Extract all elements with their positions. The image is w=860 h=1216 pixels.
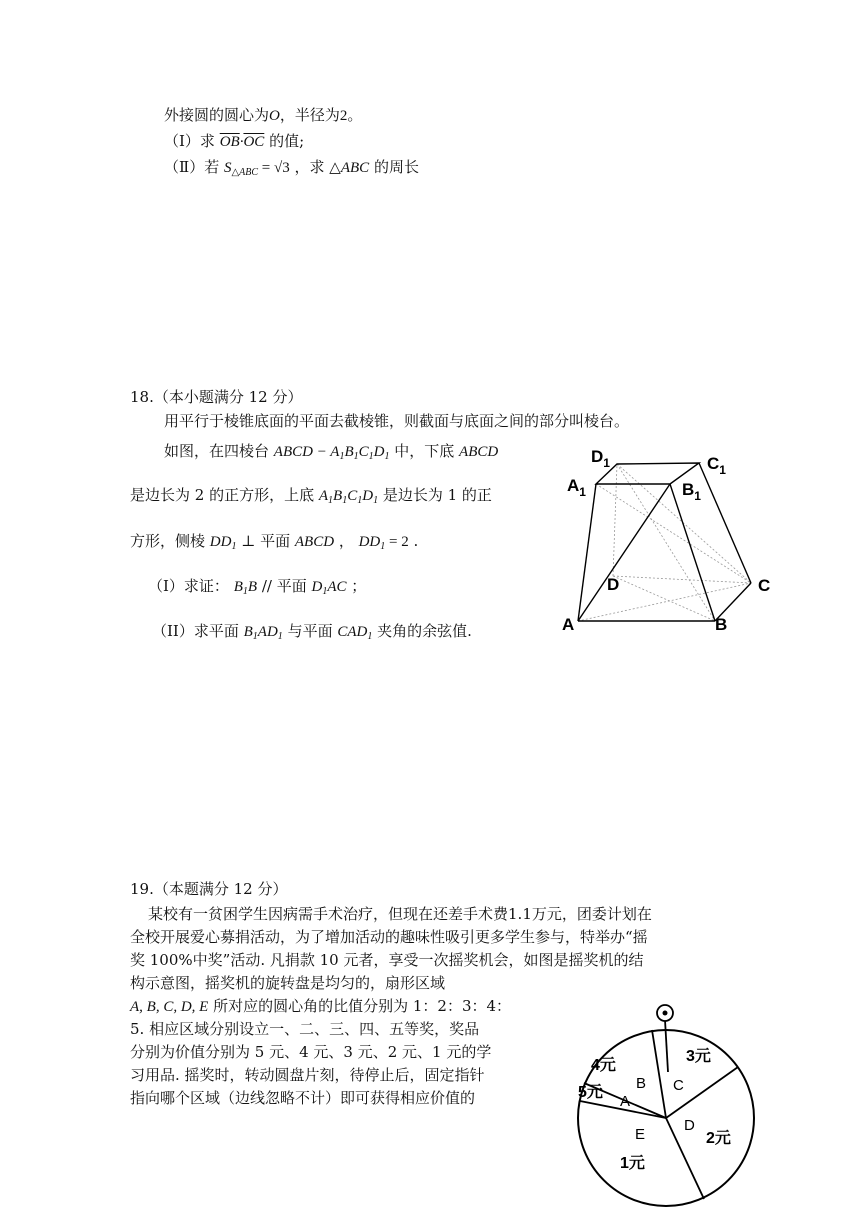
- region-B: B: [636, 1075, 647, 1092]
- q19-line4: 构示意图，摇奖机的旋转盘是均匀的，扇形区域: [130, 974, 446, 992]
- q19-header: 19.（本题满分 12 分）: [130, 880, 288, 898]
- prize-label-B: 4元: [591, 1057, 616, 1074]
- q18-intro: 用平行于棱锥底面的平面去截棱锥，则截面与底面之间的部分叫棱台。: [164, 412, 630, 430]
- label-A: A: [562, 615, 575, 634]
- q18-part2: （II）求平面 $B_1AD_1$ 与平面 $CAD_1$ 夹角的余弦值.: [152, 622, 472, 642]
- label-C1: $C_1$: [707, 454, 726, 477]
- label-D1: $D_1$: [591, 447, 610, 470]
- q19-line3: 奖 100%中奖”活动. 凡捐款 10 元者，享受一次摇奖机会，如图是摇奖机的结: [130, 951, 644, 969]
- q19-line6: 5. 相应区域分别设立一、二、三、四、五等奖，奖品: [130, 1020, 480, 1038]
- q18-header: 18.（本小题满分 12 分）: [130, 388, 303, 406]
- prize-label-C: 3元: [686, 1048, 711, 1065]
- region-D: D: [684, 1117, 695, 1134]
- prize-label-A: 5元: [578, 1084, 603, 1101]
- label-B1: $B_1$: [682, 480, 701, 503]
- q19-line1: 某校有一贫困学生因病需手术治疗，但现在还差手术费1.1万元，团委计划在: [148, 905, 652, 923]
- q18-line1: 如图，在四棱台 ABCD − $A_1B_1C_1D_1$ 中，下底 ABCD: [164, 442, 499, 462]
- label-B: B: [715, 615, 728, 634]
- q19-line5: A, B, C, D, E 所对应的圆心角的比值分别为 1：2：3：4：: [130, 997, 512, 1015]
- region-A: A: [620, 1093, 631, 1110]
- prize-label-E: 1元: [620, 1155, 645, 1172]
- q18-line3: 方形，侧棱 $DD_1$ ⊥ 平面 ABCD ， $DD_1 = 2$ .: [130, 532, 419, 552]
- q19-line9: 指向哪个区域（边线忽略不计）即可获得相应价值的: [130, 1089, 476, 1107]
- pointer-stem: [665, 1020, 668, 1072]
- label-A1: $A_1$: [567, 476, 586, 499]
- q17-line1: 外接圆的圆心为O，半径为2。: [164, 106, 363, 124]
- q17-part2: （Ⅱ）若 $S_{\triangle ABC} = √3$ ，求 △ABC 的周长: [164, 158, 419, 178]
- prize-wheel: [570, 1000, 760, 1210]
- q19-line8: 习用品. 摇奖时，转动圆盘片刻，待停止后，固定指针: [130, 1066, 485, 1084]
- prize-label-D: 2元: [706, 1130, 731, 1147]
- region-E: E: [635, 1126, 646, 1143]
- q19-line7: 分别为价值分别为 5 元、4 元、3 元、2 元、1 元的学: [130, 1043, 492, 1061]
- label-C: C: [758, 576, 771, 595]
- q19-line2: 全校开展爱心募捐活动，为了增加活动的趣味性吸引更多学生参与，特举办“摇: [130, 928, 648, 946]
- region-C: C: [673, 1077, 684, 1094]
- q17-part1: （Ⅰ）求 $\overline{OB}\cdot\overline{OC}$ 的值;: [164, 132, 305, 150]
- label-D: D: [607, 575, 620, 594]
- q18-line2: 是边长为 2 的正方形，上底 $A_1B_1C_1D_1$ 是边长为 1 的正: [130, 486, 492, 506]
- q18-part1: （Ⅰ）求证： $B_1B$ // 平面 $D_1AC$ ；: [148, 577, 367, 597]
- frustum-figure: [555, 440, 785, 640]
